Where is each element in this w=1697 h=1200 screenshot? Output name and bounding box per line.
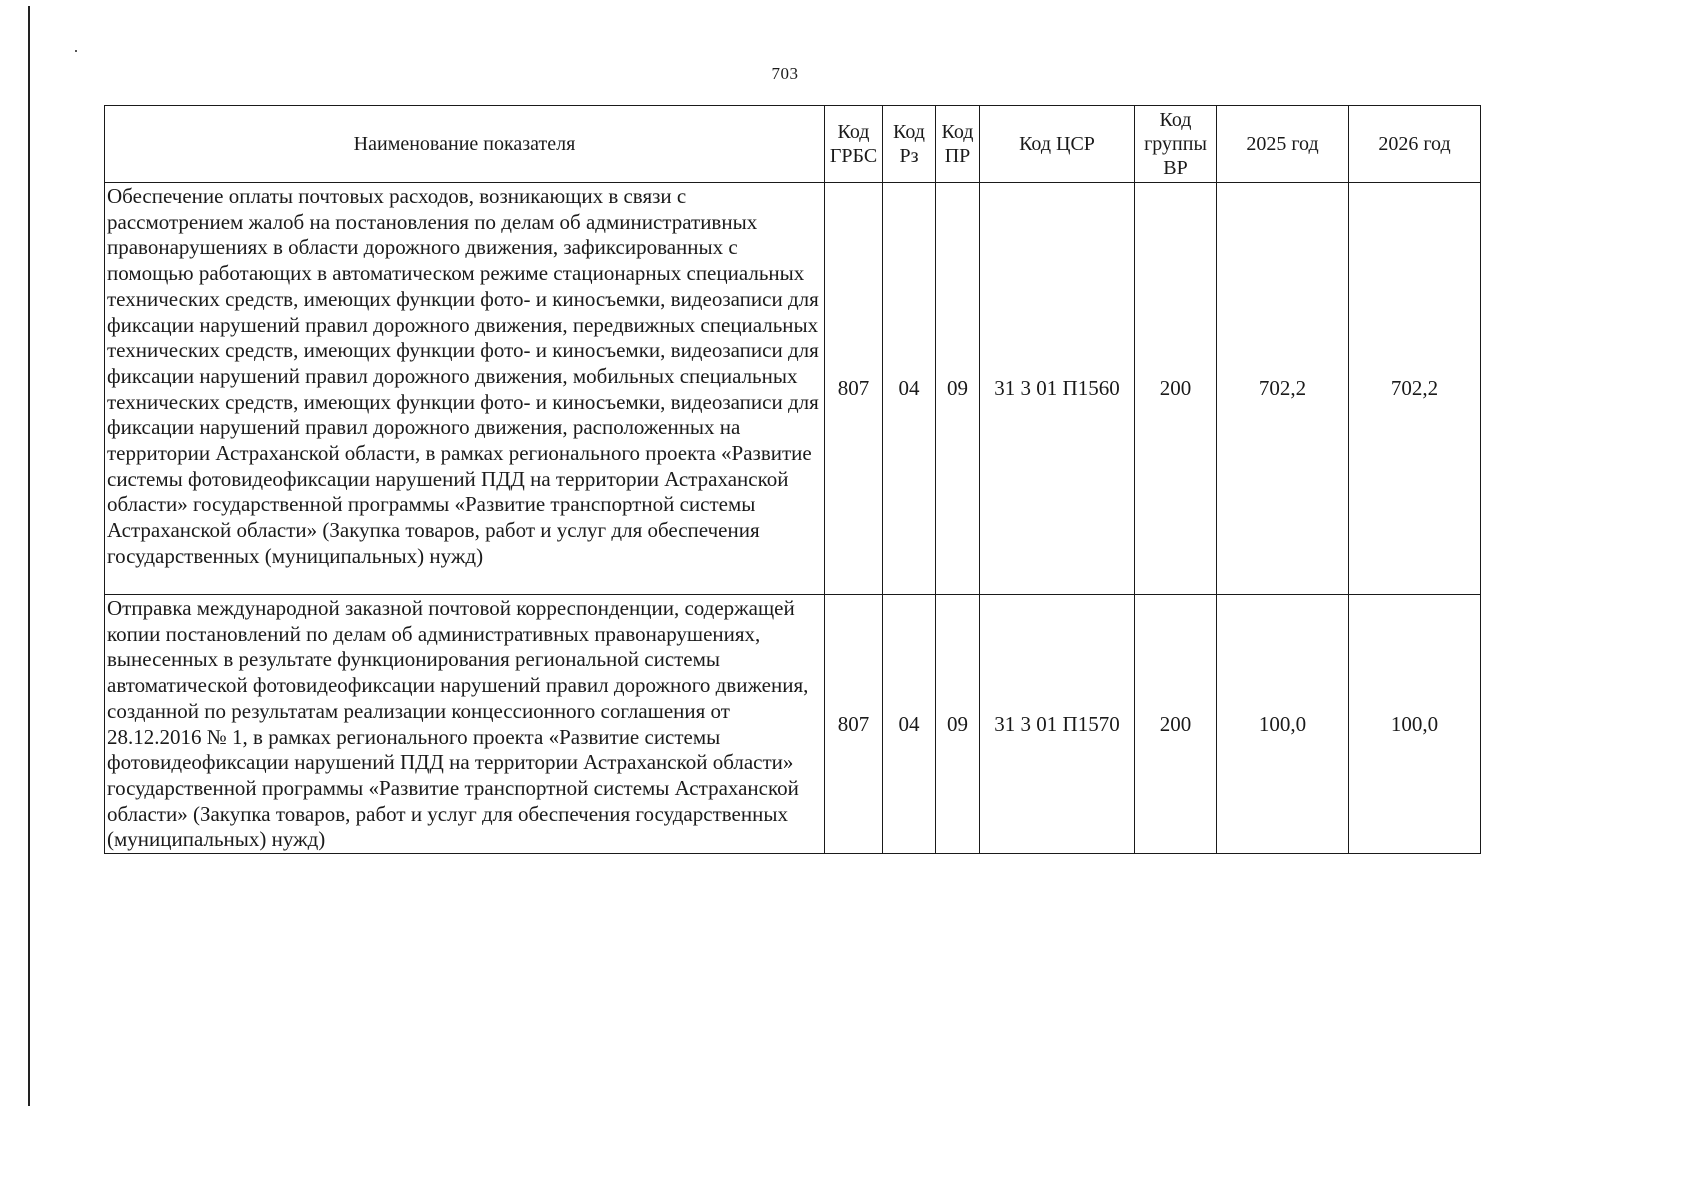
table-row (105, 183, 1481, 595)
cell-rz: 04 (883, 183, 936, 595)
scan-speck (75, 50, 77, 52)
header-2026: 2026 год (1349, 106, 1481, 183)
cell-csr: 31 3 01 П1560 (980, 183, 1135, 595)
header-pr: Код ПР (936, 106, 980, 183)
cell-pr: 09 (936, 183, 980, 595)
table-header-row (105, 106, 1481, 183)
cell-2026: 702,2 (1349, 183, 1481, 595)
header-rz: Код Рз (883, 106, 936, 183)
header-grbs: Код ГРБС (825, 106, 883, 183)
header-2025: 2025 год (1217, 106, 1349, 183)
cell-2025: 100,0 (1217, 595, 1349, 854)
cell-name: Обеспечение оплаты почтовых расходов, возникающих в связи с рассмотрением жалоб на постановления по делам об административных правонарушениях в области дорожного движения, зафиксированных с помощью работающих в автоматическом режиме стационарных специальных технических средств, имеющих функции фото- и киносъемки, видеозаписи для фиксации нарушений правил дорожного движения, передвижных специальных технических средств, имеющих функции фото- и киносъемки, видеозаписи для фиксации нарушений правил дорожного движения, мобильных специальных технических средств, имеющих функции фото- и киносъемки, видеозаписи для фиксации нарушений правил дорожного движения, расположенных на территории Астраханской области, в рамках регионального проекта «Развитие системы фотовидеофиксации нарушений ПДД на территории Астраханской области» государственной программы «Развитие транспортной системы Астраханской области» (Закупка товаров, работ и услуг для обеспечения государственных (муниципальных) нужд) (105, 183, 825, 595)
page-number: 703 (771, 64, 799, 83)
cell-grbs: 807 (825, 183, 883, 595)
cell-vr: 200 (1135, 183, 1217, 595)
header-csr: Код ЦСР (980, 106, 1135, 183)
cell-csr: 31 3 01 П1570 (980, 595, 1135, 854)
cell-2026: 100,0 (1349, 595, 1481, 854)
header-name: Наименование показателя (105, 106, 825, 183)
cell-vr: 200 (1135, 595, 1217, 854)
cell-grbs: 807 (825, 595, 883, 854)
table-row (105, 595, 1481, 854)
cell-rz: 04 (883, 595, 936, 854)
header-vr: Код группы ВР (1135, 106, 1217, 183)
cell-name: Отправка международной заказной почтовой корреспонденции, содержащей копии постановлений по делам об административных правонарушениях, вынесенных в результате функционирования региональной системы автоматической фотовидеофиксации нарушений правил дорожного движения, созданной по результатам реализации концессионного соглашения от 28.12.2016 № 1, в рамках регионального проекта «Развитие системы фотовидеофиксации нарушений ПДД на территории Астраханской области» государственной программы «Развитие транспортной системы Астраханской области» (Закупка товаров, работ и услуг для обеспечения государственных (муниципальных) нужд) (105, 595, 825, 854)
cell-2025: 702,2 (1217, 183, 1349, 595)
cell-pr: 09 (936, 595, 980, 854)
scan-margin-line (28, 6, 30, 1106)
budget-table (104, 105, 1481, 854)
